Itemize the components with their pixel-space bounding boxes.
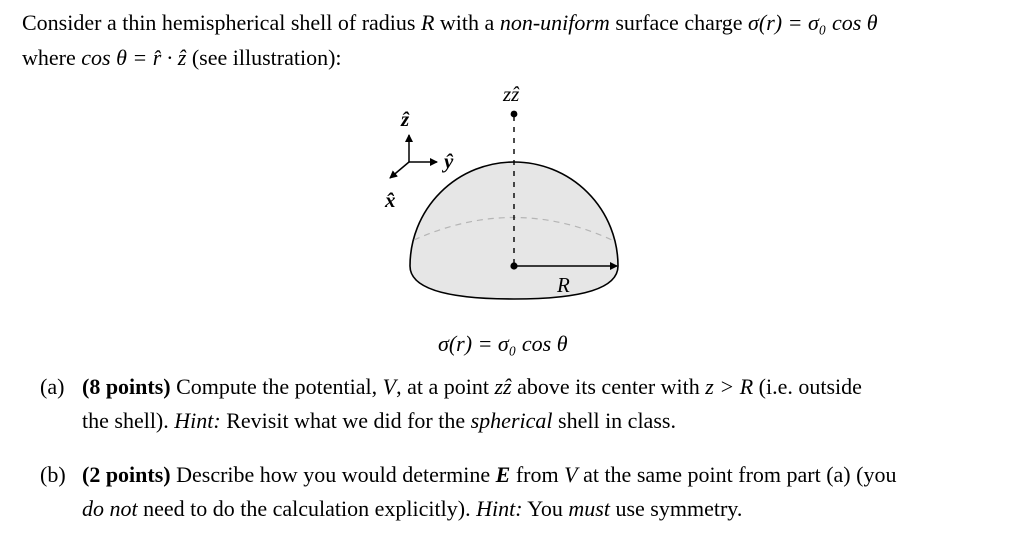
field-point-symbol: zẑ xyxy=(494,374,512,399)
field-point-dot xyxy=(511,111,518,118)
part-b-text: use symmetry. xyxy=(609,496,743,521)
part-b-points: (2 points) xyxy=(82,462,171,487)
emphasis-must: must xyxy=(568,496,610,521)
intro-text: with a xyxy=(434,10,500,35)
part-a-text: Revisit what we did for the xyxy=(220,408,471,433)
part-b-line-2 xyxy=(82,495,742,523)
part-a-label: (a) xyxy=(40,374,65,399)
part-a-text: Compute the potential, xyxy=(170,374,383,399)
x-axis-arrow xyxy=(390,162,409,178)
part-b-label: (b) xyxy=(40,462,66,487)
radius-symbol: R xyxy=(420,10,435,35)
part-b-line-1 xyxy=(40,461,896,489)
figure-caption-equation xyxy=(438,330,568,358)
intro-text: where xyxy=(22,45,82,70)
emphasis-non-uniform: non-uniform xyxy=(499,10,610,35)
intro-text: Consider a thin hemispherical shell of radius xyxy=(22,10,421,35)
intro-text: surface charge xyxy=(609,10,749,35)
radius-label: R xyxy=(557,273,570,297)
part-a-line-2 xyxy=(82,407,676,435)
part-a-text: shell in class. xyxy=(552,408,676,433)
field-symbol: E xyxy=(495,462,511,487)
axis-label-x: x̂ xyxy=(385,188,396,212)
part-b-text: Describe how you would determine xyxy=(170,462,496,487)
part-a-text: above its center with xyxy=(511,374,706,399)
potential-symbol: V xyxy=(564,462,578,487)
part-a-points: (8 points) xyxy=(82,374,171,399)
condition-expression: z > R xyxy=(705,374,754,399)
intro-text: (see illustration): xyxy=(186,45,342,70)
caption-expression: σ(r) = σ₀ cos θ xyxy=(438,331,568,356)
part-b-text: at the same point from part (a) (you xyxy=(577,462,897,487)
part-a-text: , at a point xyxy=(396,374,495,399)
charge-density-expression: σ(r) = σ₀ cos θ xyxy=(748,10,878,35)
axis-label-z: ẑ xyxy=(401,107,410,131)
hint-label: Hint: xyxy=(476,496,523,521)
potential-symbol: V xyxy=(382,374,397,399)
part-b-text: need to do the calculation explicitly). xyxy=(137,496,477,521)
part-a-text: (i.e. outside xyxy=(753,374,862,399)
axis-label-y: ŷ xyxy=(444,149,454,173)
emphasis-spherical: spherical xyxy=(470,408,553,433)
part-b-text: from xyxy=(510,462,565,487)
hint-label: Hint: xyxy=(174,408,221,433)
cos-theta-definition: cos θ = r̂ · ẑ xyxy=(81,45,187,70)
field-point-label: zẑ xyxy=(503,82,520,106)
part-a-line-1 xyxy=(40,373,862,401)
part-a-text: the shell). xyxy=(82,408,175,433)
emphasis-do-not: do not xyxy=(82,496,138,521)
part-b-text: You xyxy=(522,496,569,521)
